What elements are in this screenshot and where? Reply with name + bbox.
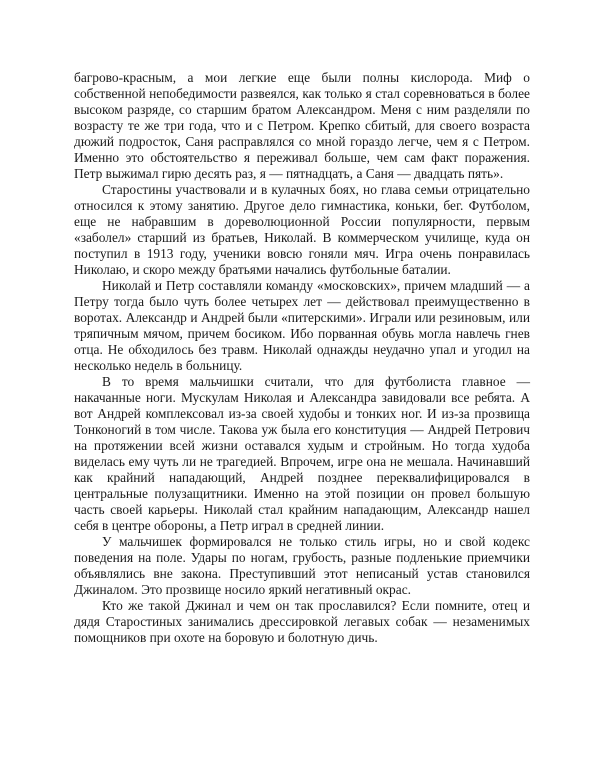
paragraph-2: Старостины участвовали и в кулачных боях, но глава семьи отрицательно относился к этому занятию. Другое дело гимнастика, коньки, бег. Футболом, еще не набравшим в дореволюционной России популярности, первым «заболел» старший из братьев, Николай. В коммерческом училище, куда он поступил в 1913 году, ученики вовсю гоняли мяч. Игра очень понравилась Николаю, и скоро между братьями начались футбольные баталии. [74, 182, 530, 277]
paragraph-4: В то время мальчишки считали, что для футболиста главное — накачанные ноги. Мускулам Николая и Александра завидовали все ребята. А вот Андрей комплексовал из-за своей худобы и тонких ног. И из-за прозвища Тонконогий в том числе. Такова уж была его конституция — Андрей Петрович на протяжении всей жизни оставался худым и стройным. Но тогда худоба виделась ему чуть ли не трагедией. Впрочем, игре она не мешала. Начинавший как крайний нападающий, Андрей позднее переквалифицировался в центральные полузащитники. Именно на этой позиции он провел большую часть своей карьеры. Николай стал крайним нападающим, Александр нашел себя в центре обороны, а Петр играл в средней линии. [74, 374, 530, 533]
paragraph-1: багрово-красным, а мои легкие еще были полны кислорода. Миф о собственной непобедимости развеялся, как только я стал соревноваться в более высоком разряде, со старшим братом Александром. Меня с ним разделяли по возрасту те же три года, что и с Петром. Крепко сбитый, для своего возраста дюжий подросток, Саня расправлялся со мной гораздо легче, чем я с Петром. Именно это обстоятельство я переживал больше, чем сам факт поражения. Петр выжимал гирю десять раз, я — пятнадцать, а Саня — двадцать пять». [74, 70, 530, 181]
paragraph-5: У мальчишек формировался не только стиль игры, но и свой кодекс поведения на поле. Удары по ногам, грубость, разные подленькие приемчики объявлялись вне закона. Преступивший этот неписаный устав становился Джиналом. Это прозвище носило яркий негативный окрас. [74, 534, 530, 597]
document-page [74, 70, 530, 646]
paragraph-6: Кто же такой Джинал и чем он так прославился? Если помните, отец и дядя Старостиных занимались дрессировкой легавых собак — незаменимых помощников при охоте на боровую и болотную дичь. [74, 598, 530, 645]
paragraph-3: Николай и Петр составляли команду «московских», причем младший — а Петру тогда было чуть более четырех лет — действовал преимущественно в воротах. Александр и Андрей были «питерскими». Играли или резиновым, или тряпичным мячом, причем босиком. Ибо порванная обувь могла навлечь гнев отца. Не обходилось без травм. Николай однажды неудачно упал и угодил на несколько недель в больницу. [74, 278, 530, 373]
